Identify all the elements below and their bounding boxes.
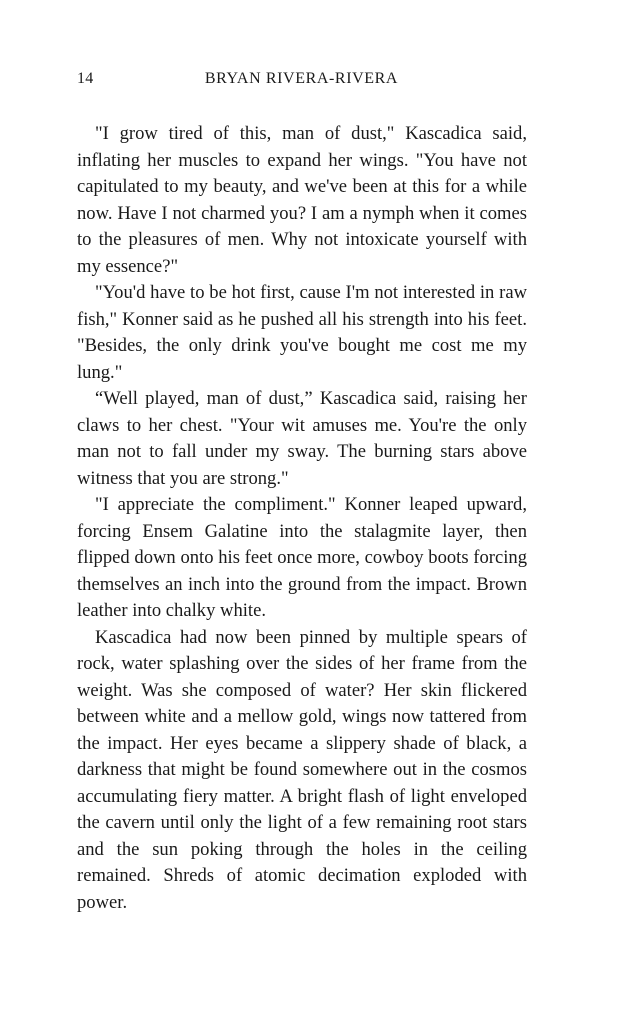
paragraph: Kascadica had now been pinned by multiple spears of rock, water splashing over the sides of her frame from the weight. Was she composed of water? Her skin flickered between white and a mellow gold, wings now tattered from the impact. Her eyes became a slippery shade of black, a darkness that might be found somewhere out in the cosmos accumulating fiery matter. A bright flash of light enveloped the cavern until only the light of a few remaining root stars and the sun poking through the holes in the ceiling remained. Shreds of atomic decimation exploded with power. xyxy=(77,626,527,913)
running-head: BRYAN RIVERA-RIVERA xyxy=(204,70,399,87)
page-number: 14 xyxy=(77,70,94,87)
body-text xyxy=(77,121,527,916)
paragraph: "You'd have to be hot first, cause I'm not interested in raw fish," Konner said as he pushed all his strength into his feet. "Besides, the only drink you've bought me cost me my lung." xyxy=(77,282,527,383)
page-header xyxy=(77,70,526,94)
paragraph: "I appreciate the compliment." Konner leaped upward, forcing Ensem Galatine into the stalagmite layer, then flipped down onto his feet once more, cowboy boots forcing themselves an inch into the ground from the impact. Brown leather into chalky white. xyxy=(77,494,527,621)
paragraph: "I grow tired of this, man of dust," Kascadica said, inflating her muscles to expand her wings. "You have not capitulated to my beauty, and we've been at this for a while now. Have I not charmed you? I am a nymph when it comes to the pleasures of men. Why not intoxicate yourself with my essence?" xyxy=(77,123,527,277)
paragraph: “Well played, man of dust,” Kascadica said, raising her claws to her chest. "Your wit amuses me. You're the only man not to fall under my sway. The burning stars above witness that you are strong." xyxy=(77,388,527,489)
